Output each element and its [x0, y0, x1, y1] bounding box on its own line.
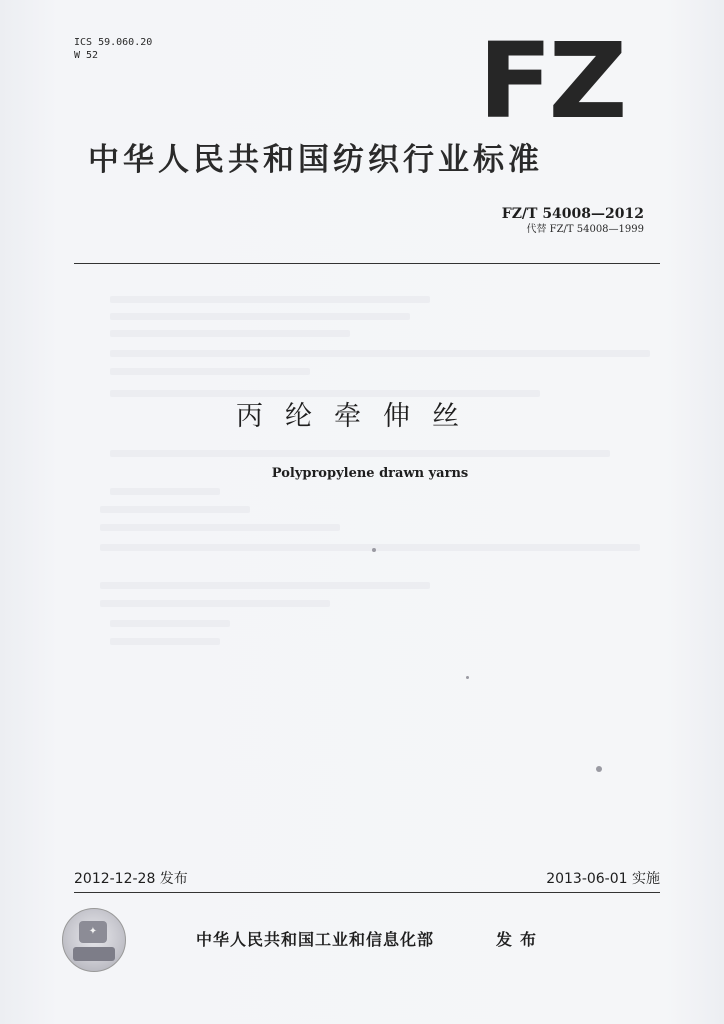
scan-speck — [372, 548, 376, 552]
bleed-through-line — [110, 390, 540, 397]
bleed-through-line — [110, 638, 220, 645]
bleed-through-line — [110, 368, 310, 375]
classification-codes — [74, 36, 152, 62]
scan-speck — [466, 676, 469, 679]
anti-counterfeit-seal — [62, 908, 126, 972]
bleed-through-line — [110, 350, 650, 357]
ics-code: ICS 59.060.20 — [74, 37, 153, 48]
category-code: W 52 — [74, 50, 99, 61]
bleed-through-line — [100, 506, 250, 513]
fz-logo: FZ — [478, 20, 624, 142]
bleed-through-line — [100, 524, 340, 531]
document-title-chinese: 丙纶牵伸丝 — [236, 401, 481, 432]
standard-number: FZ/T 54008—2012 — [501, 206, 644, 222]
publish-label: 发布 — [496, 930, 545, 949]
bleed-through-line — [110, 450, 610, 457]
bleed-through-line — [100, 582, 430, 589]
bleed-through-line — [110, 296, 430, 303]
bleed-through-line — [100, 600, 330, 607]
replaces-standard: 代替 FZ/T 54008—1999 — [526, 224, 644, 235]
implementation-date: 2013-06-01 实施 — [546, 871, 660, 887]
bleed-through-line — [100, 544, 640, 551]
organization-title: 中华人民共和国纺织行业标准 — [88, 142, 543, 178]
header-divider — [74, 263, 660, 264]
issue-date: 2012-12-28 发布 — [74, 871, 188, 887]
issuing-ministry: 中华人民共和国工业和信息化部 — [196, 930, 435, 949]
bleed-through-line — [110, 313, 410, 320]
footer-divider — [74, 892, 660, 893]
bleed-through-line — [110, 330, 350, 337]
seal-band — [73, 947, 115, 961]
bleed-through-line — [110, 620, 230, 627]
seal-emblem-icon: ✦ — [79, 921, 107, 943]
scan-speck — [596, 766, 602, 772]
bleed-through-line — [110, 488, 220, 495]
document-title-english: Polypropylene drawn yarns — [271, 466, 469, 481]
